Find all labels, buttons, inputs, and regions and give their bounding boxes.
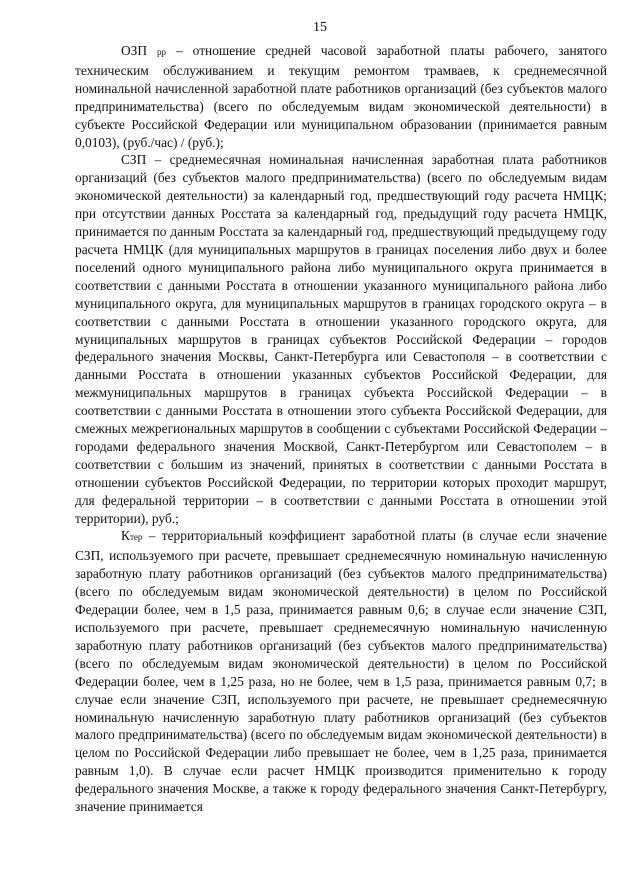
definition-text: – отношение средней часовой заработной платы рабочего, занятого техническим обслуживанием и текущим ремонтом трамваев, к среднемесячной номинальной начисленной заработной плате работников организаций (без субъектов малого предпринимательства) (всего по обследуемым видам экономической деятельности) в субъекте Российской Федерации или муниципальном образовании (принимается равным 0,0103), (руб./час) / (руб.); [75,43,607,150]
definition-text: – среднемесячная номинальная начисленная заработная плата работников организаций (без субъектов малого предпринимательства) (всего по обследуемым видам экономической деятельности) за календарный год, предшествующий году расчета НМЦК; при отсутствии данных Росстата за календарный год, предыдущий году расчета НМЦК, принимается по данным Росстата за календарный год, предшествующий предыдущему году расчета НМЦК (для муниципальных маршрутов в границах поселения либо двух и более поселений одного муниципального района либо муниципального округа принимается в соответствии с данными Росстата в отношении указанного муниципального района либо муниципального округа, для муниципальных маршрутов в границах городского округа – в соответствии с данными Росстата в отношении указанного городского округа, для муниципальных маршрутов в границах субъектов Российской Федерации – городов федерального значения Москвы, Санкт-Петербурга или Севастополя – в соответствии с данными Росстата в отношении указанных субъектов Российской Федерации, для межмуниципальных маршрутов в границах субъекта Российской Федерации – в соответствии с данными Росстата в отношении этого субъекта Российской Федерации, для смежных межрегиональных маршрутов в сообщении с субъектами Российской Федерации – городами федерального значения Москвой, Санкт-Петербургом или Севастополем – в соответствии с большим из значений, принятых в соответствии с данными Росстата в отношении субъектов Российской Федерации, по территории которых проходит маршрут, для федеральной территории – в соответствии с данными Росстата в отношении этой территории), руб.; [75,152,607,526]
body-text [75,42,607,816]
page-number: 15 [313,20,327,35]
definition-text: – территориальный коэффициент заработной платы (в случае если значение СЗП, используемого при расчете, превышает среднемесячную номинальную начисленную заработную плату работников организаций (без субъектов малого предпринимательства) (всего по обследуемым видам экономической деятельности) в целом по Российской Федерации более, чем в 1,5 раза, принимается равным 0,6; в случае если значение СЗП, используемого при расчете, превышает среднемесячную номинальную начисленную заработную плату работников организаций (без субъектов малого предпринимательства) (всего по обследуемым видам экономической деятельности) в целом по Российской Федерации более, чем в 1,25 раза, но не более, чем в 1,5 раза, принимается равным 0,7; в случае если значение СЗП, используемого при расчете, не превышает среднемесячную номинальную начисленную заработную плату работников организаций (без субъектов малого предпринимательства) (всего по обследуемым видам экономической деятельности) в целом по Российской Федерации либо превышает не более, чем в 1,25 раза, принимается равным 1,0). В случае если расчет НМЦК производится применительно к городу федерального значения Москве, а также к городу федерального значения Санкт-Петербургу, значение принимается [75,528,607,815]
term-subscript: тер [129,532,143,543]
term-subscript: рр [157,47,167,57]
definition-kter [75,527,607,816]
term-symbol: ОЗП [121,43,148,58]
definition-ozp [75,42,607,151]
term-label [121,528,142,543]
term-label [121,43,166,58]
term-symbol: К [121,528,130,544]
definition-szp [75,151,607,527]
term-symbol: СЗП [121,152,147,168]
term-label [121,152,146,167]
